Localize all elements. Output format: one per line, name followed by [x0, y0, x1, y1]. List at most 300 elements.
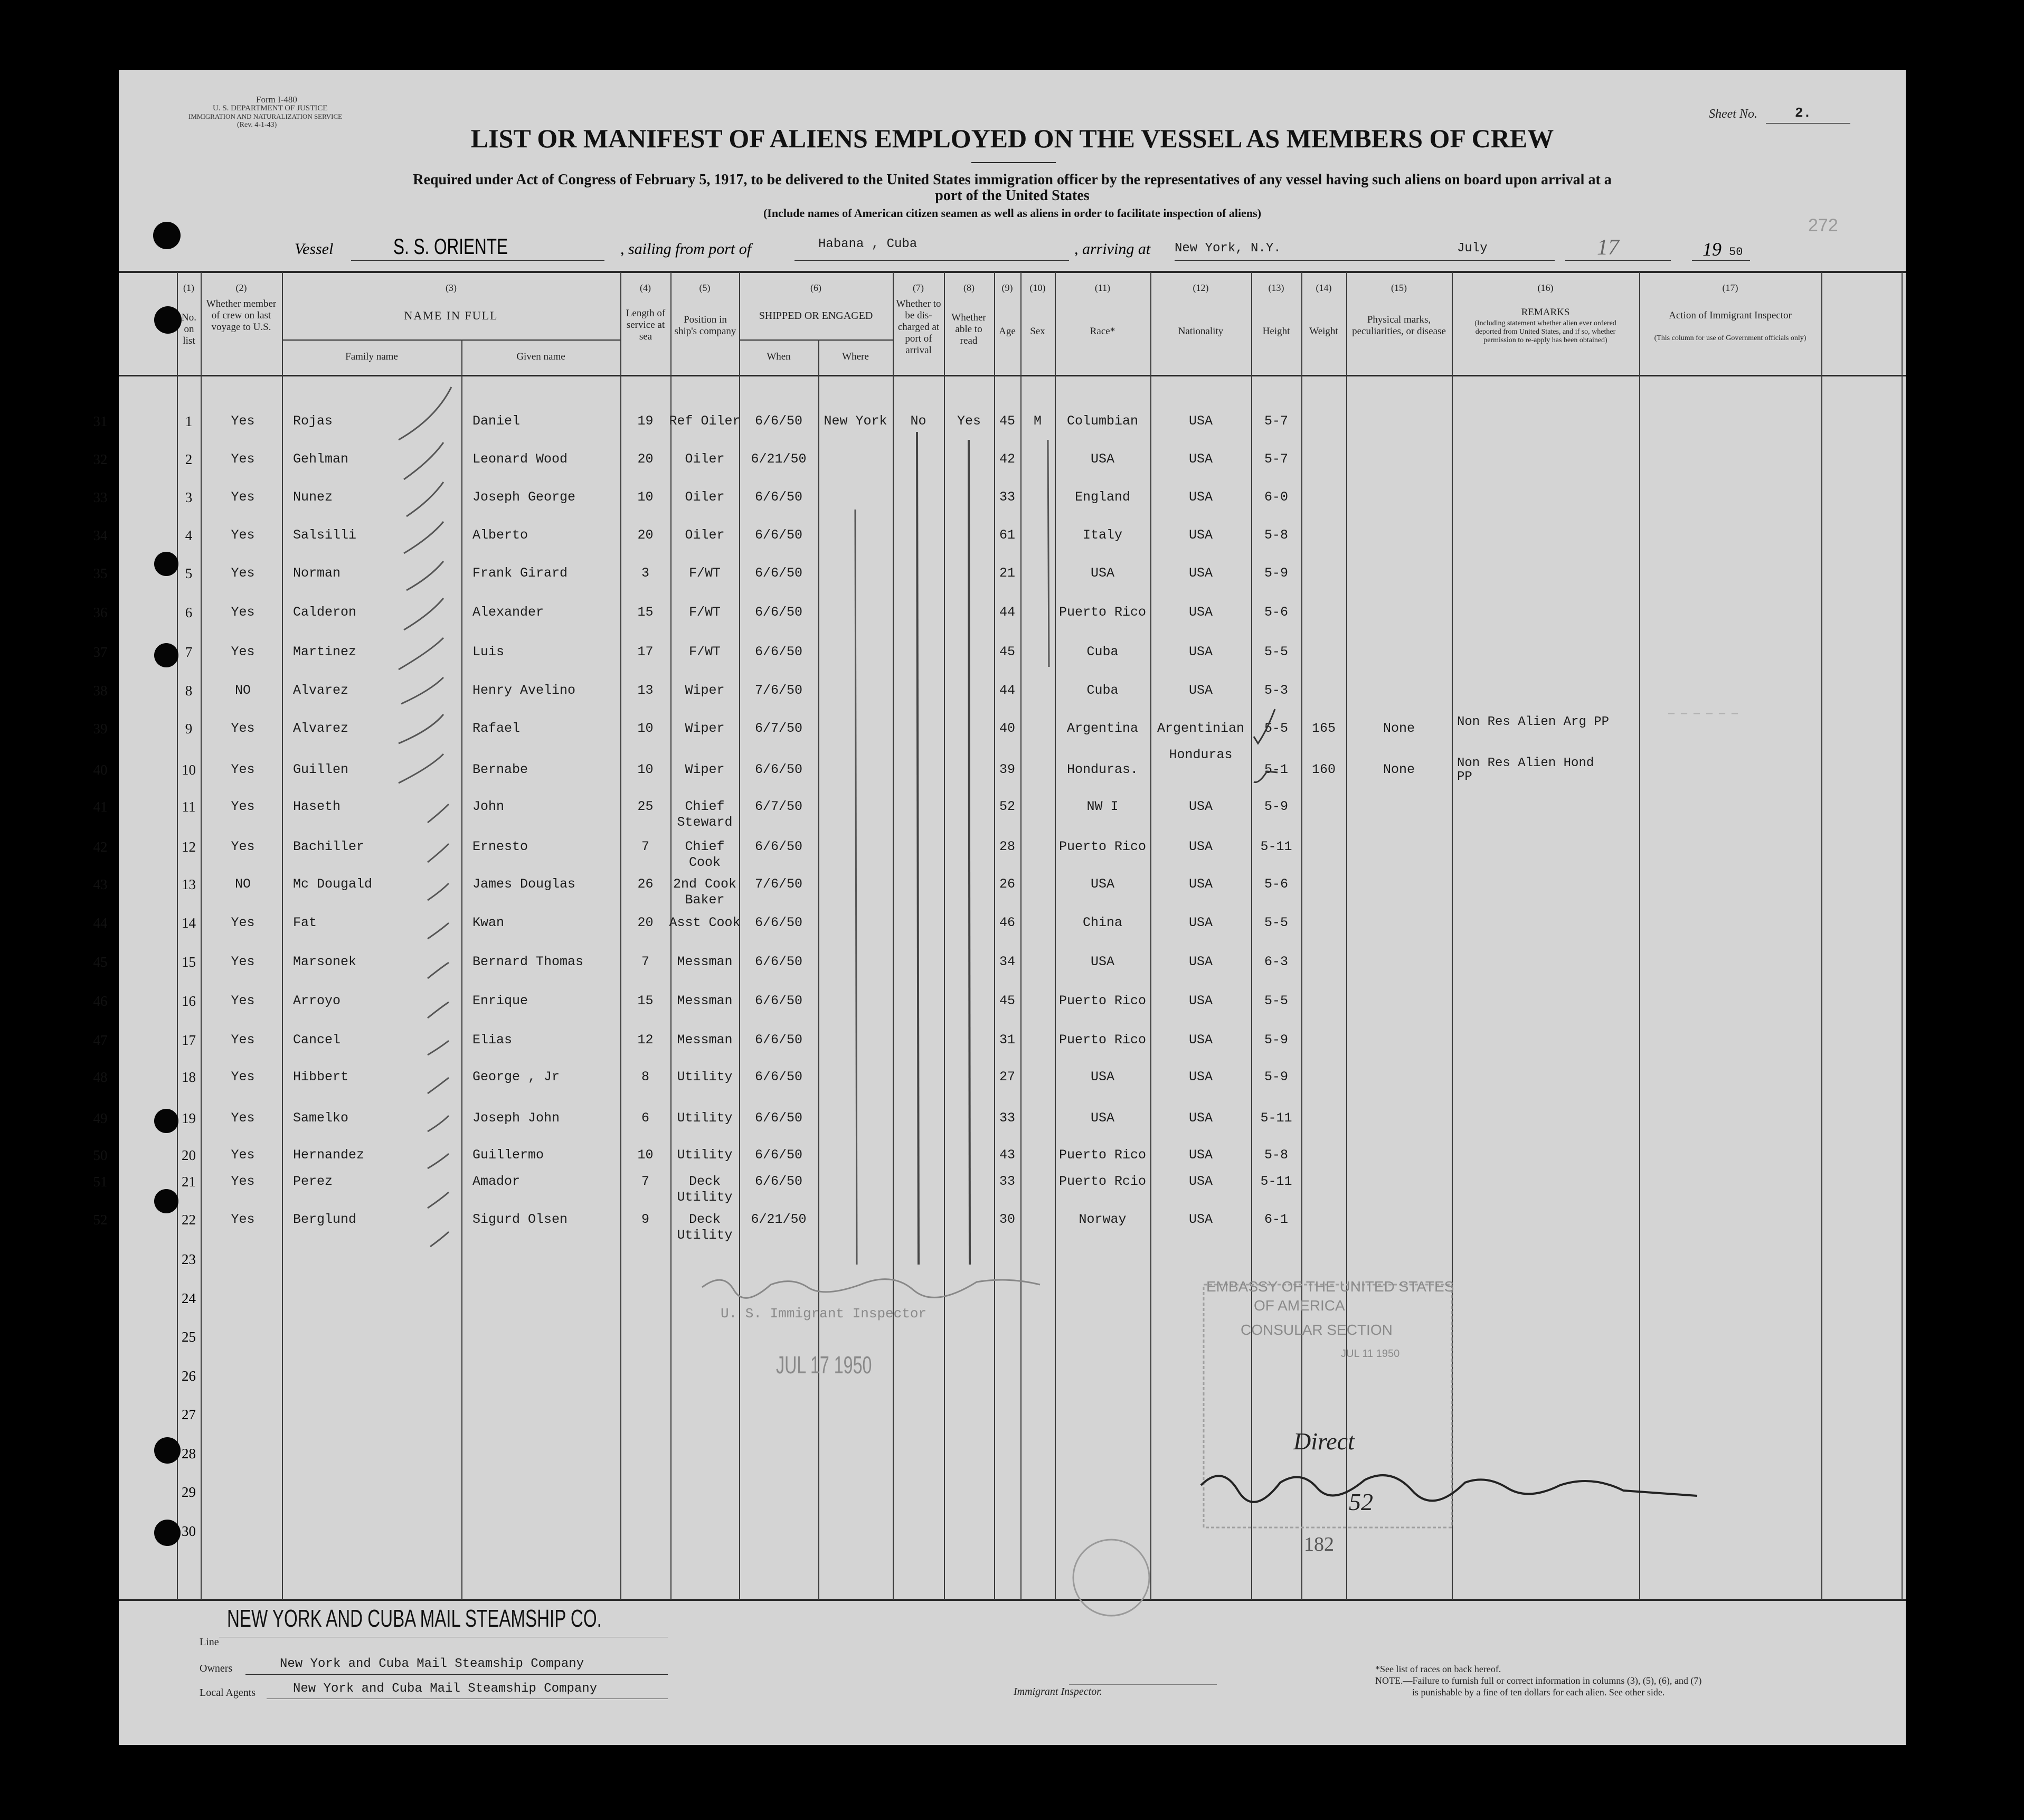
row-shipped-when: 6/6/50 [754, 1174, 802, 1189]
row-family-name: Hibbert [293, 1069, 349, 1085]
consulate-seal [1073, 1540, 1149, 1616]
row-position: Chief Cook [685, 839, 725, 870]
row-position: F/WT [688, 605, 721, 620]
row-outer-number: 36 [93, 605, 108, 620]
sailing-label: , sailing from port of [620, 240, 752, 258]
embassy-stamp-line-1: EMBASSY OF THE UNITED STATES [1206, 1278, 1454, 1295]
row-race: Italy [1082, 527, 1122, 543]
sheet-label: Sheet No. [1709, 107, 1757, 121]
row-age: 44 [999, 605, 1015, 620]
row-nationality: USA [1188, 605, 1213, 620]
binder-hole [154, 1109, 178, 1133]
footer-note-line-2: is punishable by a fine of ten dollars for each alien. See other side. [1412, 1687, 1665, 1698]
row-age: 21 [999, 565, 1015, 581]
row-position: Deck Utility [677, 1212, 733, 1243]
col-num-7: (7) [913, 282, 924, 293]
row-service-length: 25 [637, 799, 654, 814]
row-given-name: John [472, 799, 505, 814]
col-label-last-voyage: Whether member of crew on last voyage to U.S. [206, 298, 277, 333]
row-given-name: Henry Avelino [472, 683, 576, 698]
row-shipped-when: 6/6/50 [754, 605, 802, 620]
row-family-name: Hernandez [293, 1147, 365, 1163]
row-weight: 165 [1311, 721, 1336, 736]
row-family-name: Salsilli [293, 527, 357, 543]
row-height: 6-3 [1264, 954, 1288, 969]
row-given-name: Sigurd Olsen [472, 1212, 568, 1227]
row-age: 33 [999, 489, 1015, 505]
arrival-month: July [1457, 241, 1488, 256]
empty-row-number: 29 [182, 1484, 196, 1500]
col-num-16: (16) [1537, 282, 1554, 293]
row-service-length: 3 [641, 565, 649, 581]
row-given-name: Bernard Thomas [472, 954, 584, 969]
row-given-name: Frank Girard [472, 565, 568, 581]
row-nationality: USA [1188, 799, 1213, 814]
row-family-name: Bachiller [293, 839, 365, 854]
consul-signature [1190, 1454, 1708, 1506]
col-num-1: (1) [183, 282, 194, 293]
row-last-voyage: Yes [231, 1212, 255, 1227]
corner-number: 272 [1808, 215, 1838, 235]
row-shipped-when: 6/6/50 [754, 1110, 802, 1126]
col-label-given: Given name [516, 351, 565, 362]
row-physical-marks: None [1383, 721, 1415, 736]
inspector-date-stamp: JUL 17 1950 [776, 1351, 872, 1379]
vessel-name: S. S. ORIENTE [393, 234, 508, 259]
row-height: 6-0 [1264, 489, 1288, 505]
row-shipped-when: 6/6/50 [754, 915, 802, 930]
row-shipped-when: 6/6/50 [754, 527, 802, 543]
row-outer-number: 41 [93, 799, 108, 815]
row-last-voyage: Yes [231, 451, 255, 467]
row-service-length: 7 [641, 1174, 649, 1189]
row-age: 45 [999, 413, 1015, 429]
row-last-voyage: Yes [231, 527, 255, 543]
row-age: 42 [999, 451, 1015, 467]
row-list-number: 8 [185, 683, 193, 699]
vessel-label: Vessel [295, 240, 334, 258]
row-list-number: 22 [182, 1212, 196, 1228]
row-age: 33 [999, 1110, 1015, 1126]
year-prefix: 19 [1703, 239, 1722, 260]
col-label-discharged: Whether to be dis-charged at port of arrival [896, 298, 941, 356]
row-given-name: Enrique [472, 993, 528, 1008]
row-nationality: USA [1188, 527, 1213, 543]
row-race: NW I [1086, 799, 1119, 814]
col-label-no: No. on list [182, 312, 196, 346]
row-nationality: USA [1188, 565, 1213, 581]
col-label-age: Age [999, 326, 1016, 337]
row-height: 5-7 [1264, 451, 1288, 467]
where-ditto-line [855, 510, 857, 1265]
inspector-stamp: U. S. Immigrant Inspector [721, 1306, 927, 1322]
binder-hole [154, 1520, 181, 1546]
subtitle-line-1: Required under Act of Congress of February 5, 1917, to be delivered to the United States immigration officer by the representatives of any vessel having such aliens on board upon arrival at a [413, 172, 1612, 188]
row-race: Norway [1079, 1212, 1127, 1227]
row-service-length: 19 [637, 413, 654, 429]
row-race: Cuba [1086, 644, 1119, 659]
row-outer-number: 37 [93, 644, 108, 660]
row-outer-number: 33 [93, 489, 108, 505]
row-race: Puerto Rico [1058, 993, 1147, 1008]
row-position: Asst Cook [669, 915, 741, 930]
row-given-name: Alberto [472, 527, 528, 543]
port-to: New York, N.Y. [1175, 241, 1281, 256]
empty-row-number: 24 [182, 1290, 196, 1306]
row-last-voyage: Yes [231, 839, 255, 854]
row-given-name: Daniel [472, 413, 521, 429]
col-num-9: (9) [1001, 282, 1013, 293]
row-nationality: USA [1188, 644, 1213, 659]
row-family-name: Nunez [293, 489, 333, 505]
row-race: USA [1090, 1069, 1114, 1085]
row-position: Utility [677, 1110, 733, 1126]
row-given-name: Bernabe [472, 762, 528, 777]
row-shipped-when: 6/21/50 [751, 451, 807, 467]
remarks-faint-note: — — — — — — [1668, 708, 1738, 720]
row-race: Puerto Rico [1058, 605, 1147, 620]
col-label-service: Length of service at sea [626, 308, 666, 342]
row-list-number: 5 [185, 565, 193, 581]
row-given-name: Joseph George [472, 489, 576, 505]
row-outer-number: 45 [93, 954, 108, 970]
row-height: 5-8 [1264, 1147, 1288, 1163]
form-department: U. S. DEPARTMENT OF JUSTICE [213, 104, 328, 112]
row-age: 27 [999, 1069, 1015, 1085]
row-service-length: 20 [637, 915, 654, 930]
row-family-name: Samelko [293, 1110, 349, 1126]
col-label-read: Whether able to read [951, 312, 986, 346]
sheet-number: 2. [1795, 105, 1812, 121]
row-nationality: USA [1188, 451, 1213, 467]
row-last-voyage: NO [234, 876, 251, 892]
footer-race-note: *See list of races on back hereof. [1375, 1664, 1501, 1674]
name-check-slashes [399, 387, 451, 1247]
row-position: Wiper [685, 683, 725, 698]
row-outer-number: 35 [93, 565, 108, 581]
col-num-13: (13) [1268, 282, 1284, 293]
row-age: 39 [999, 762, 1015, 777]
row-nationality: USA [1188, 1069, 1213, 1085]
row-family-name: Arroyo [293, 993, 341, 1008]
row-sex: M [1033, 413, 1042, 429]
row-age: 34 [999, 954, 1015, 969]
row-height: 5-8 [1264, 527, 1288, 543]
row-nationality: USA [1188, 413, 1213, 429]
row-shipped-when: 6/6/50 [754, 762, 802, 777]
empty-row-number: 26 [182, 1368, 196, 1384]
row-position: Oiler [685, 489, 725, 505]
row-position: Oiler [685, 451, 725, 467]
port-from: Habana , Cuba [818, 237, 918, 251]
row-outer-number: 47 [93, 1032, 108, 1048]
row-service-length: 9 [641, 1212, 649, 1227]
manifest-sheet [93, 70, 1906, 1745]
row-age: 44 [999, 683, 1015, 698]
row-last-voyage: Yes [231, 721, 255, 736]
arrival-day: 17 [1597, 235, 1619, 260]
col-label-weight: Weight [1309, 326, 1338, 337]
row-given-name: Luis [472, 644, 505, 659]
row-service-length: 10 [637, 1147, 654, 1163]
empty-row-number: 27 [182, 1407, 196, 1422]
row-given-name: Joseph John [472, 1110, 560, 1126]
row-shipped-when: 6/6/50 [754, 1069, 802, 1085]
row-height: 5-5 [1264, 993, 1288, 1008]
arriving-label: , arriving at [1074, 240, 1151, 258]
row-position: Oiler [685, 527, 725, 543]
col-label-family: Family name [345, 351, 398, 362]
row-given-name: James Douglas [472, 876, 576, 892]
row-last-voyage: Yes [231, 489, 255, 505]
row-family-name: Haseth [293, 799, 341, 814]
row-position: Chief Steward [677, 799, 733, 830]
row-discharged: No [910, 413, 926, 429]
row-list-number: 9 [185, 721, 193, 737]
subtitle-line-2: port of the United States [935, 187, 1090, 204]
row-race: Cuba [1086, 683, 1119, 698]
row-height: 5-9 [1264, 565, 1288, 581]
row-given-name: George , Jr [472, 1069, 560, 1085]
row-shipped-when: 6/6/50 [754, 1032, 802, 1048]
col-num-2: (2) [235, 282, 247, 293]
row-service-length: 12 [637, 1032, 654, 1048]
row-position: F/WT [688, 565, 721, 581]
row-given-name: Guillermo [472, 1147, 544, 1163]
col-label-action-note: (This column for use of Government officials only) [1654, 334, 1807, 342]
row-age: 43 [999, 1147, 1015, 1163]
col-num-12: (12) [1193, 282, 1209, 293]
row-family-name: Rojas [293, 413, 333, 429]
row-given-name: Elias [472, 1032, 513, 1048]
row-service-length: 8 [641, 1069, 649, 1085]
row-last-voyage: Yes [231, 605, 255, 620]
row-race: USA [1090, 451, 1114, 467]
row-shipped-when: 6/6/50 [754, 565, 802, 581]
col-num-14: (14) [1316, 282, 1332, 293]
row-last-voyage: Yes [231, 1069, 255, 1085]
row-service-length: 7 [641, 954, 649, 969]
footer-agents-label: Local Agents [200, 1687, 256, 1699]
row-list-number: 3 [185, 489, 193, 505]
row-height: 5-5 [1264, 644, 1288, 659]
col-label-marks: Physical marks, peculiarities, or disease [1352, 314, 1446, 337]
year-suffix: 50 [1729, 246, 1743, 259]
row-outer-number: 39 [93, 721, 108, 737]
col-num-5: (5) [699, 282, 711, 293]
col-label-height: Height [1262, 326, 1290, 337]
row-nationality: USA [1188, 993, 1213, 1008]
row-given-name: Ernesto [472, 839, 528, 854]
row-list-number: 18 [182, 1069, 196, 1085]
row-age: 30 [999, 1212, 1015, 1227]
row-list-number: 15 [182, 954, 196, 970]
row-shipped-when: 6/6/50 [754, 993, 802, 1008]
row-position: Wiper [685, 762, 725, 777]
footer-agents: New York and Cuba Mail Steamship Company [293, 1682, 598, 1696]
row-family-name: Alvarez [293, 721, 349, 736]
empty-row-number: 23 [182, 1251, 196, 1267]
row-service-length: 17 [637, 644, 654, 659]
row-race: Honduras. [1066, 762, 1139, 777]
row-list-number: 2 [185, 451, 193, 467]
col-label-name: NAME IN FULL [404, 309, 498, 322]
row-shipped-when: 6/7/50 [754, 721, 802, 736]
row-race: USA [1090, 876, 1114, 892]
row-height: 5-7 [1264, 413, 1288, 429]
col-label-when: When [767, 351, 791, 362]
row-age: 52 [999, 799, 1015, 814]
row-position: Deck Utility [677, 1174, 733, 1205]
col-num-10: (10) [1029, 282, 1046, 293]
row-age: 26 [999, 876, 1015, 892]
empty-row-number: 25 [182, 1329, 196, 1345]
form-number: Form I-480 [256, 95, 297, 105]
row-nationality: USA [1188, 954, 1213, 969]
row-given-name: Alexander [472, 605, 544, 620]
row-family-name: Norman [293, 565, 341, 581]
row-last-voyage: Yes [231, 1032, 255, 1048]
row-nationality: Honduras [1169, 747, 1233, 762]
col-label-remarks-note: (Including statement whether alien ever ordered deported from United States, and if so, whether permission to re-apply has been obtained) [1474, 319, 1616, 344]
row-height: 5-6 [1264, 876, 1288, 892]
row-outer-number: 34 [93, 527, 108, 543]
row-outer-number: 48 [93, 1069, 108, 1085]
footer-inspector-label: Immigrant Inspector. [1014, 1686, 1102, 1698]
row-race: Puerto Rico [1058, 1032, 1147, 1048]
row-last-voyage: Yes [231, 1110, 255, 1126]
row-list-number: 10 [182, 762, 196, 778]
row-position: 2nd Cook Baker [673, 876, 737, 908]
row-outer-number: 49 [93, 1110, 108, 1126]
row-height: 5-9 [1264, 1069, 1288, 1085]
row-family-name: Cancel [293, 1032, 341, 1048]
row-last-voyage: Yes [231, 565, 255, 581]
row-race: Columbian [1066, 413, 1139, 429]
row-shipped-when: 6/6/50 [754, 954, 802, 969]
col-num-4: (4) [640, 282, 651, 293]
row-shipped-when: 6/7/50 [754, 799, 802, 814]
form-revision: (Rev. 4-1-43) [237, 121, 277, 129]
col-num-15: (15) [1391, 282, 1407, 293]
row-shipped-when: 6/6/50 [754, 489, 802, 505]
row-age: 40 [999, 721, 1015, 736]
row-able-to-read: Yes [957, 413, 981, 429]
row-service-length: 15 [637, 605, 654, 620]
col-label-action: Action of Immigrant Inspector [1669, 310, 1792, 321]
row-last-voyage: Yes [231, 644, 255, 659]
row-race: England [1074, 489, 1131, 505]
form-service: IMMIGRATION AND NATURALIZATION SERVICE [188, 112, 343, 120]
row-list-number: 16 [182, 993, 196, 1009]
row-list-number: 21 [182, 1174, 196, 1190]
row-given-name: Rafael [472, 721, 521, 736]
row-outer-number: 40 [93, 762, 108, 778]
row-height: 5-3 [1264, 683, 1288, 698]
col-num-6: (6) [810, 282, 821, 293]
row-list-number: 1 [185, 413, 193, 429]
row-nationality: USA [1188, 1212, 1213, 1227]
embassy-stamp-date: JUL 11 1950 [1341, 1348, 1400, 1360]
embassy-stamp-line-2: OF AMERICA [1254, 1297, 1345, 1314]
row-list-number: 6 [185, 605, 193, 620]
col-label-nationality: Nationality [1178, 326, 1224, 337]
row-given-name: Leonard Wood [472, 451, 568, 467]
row-age: 45 [999, 644, 1015, 659]
row-list-number: 12 [182, 839, 196, 855]
col-label-shipped: SHIPPED OR ENGAGED [759, 310, 873, 322]
row-service-length: 10 [637, 762, 654, 777]
row-last-voyage: Yes [231, 954, 255, 969]
row-family-name: Calderon [293, 605, 357, 620]
row-position: Utility [677, 1147, 733, 1163]
row-shipped-where: New York [824, 413, 887, 429]
row-list-number: 13 [182, 876, 196, 892]
row-outer-number: 42 [93, 839, 108, 855]
row-service-length: 15 [637, 993, 654, 1008]
row-age: 45 [999, 993, 1015, 1008]
row-height: 5-11 [1260, 1174, 1292, 1189]
row-list-number: 7 [185, 644, 193, 660]
row-position: F/WT [688, 644, 721, 659]
row-given-name: Amador [472, 1174, 521, 1189]
row-height: 5-11 [1260, 1110, 1292, 1126]
row-shipped-when: 6/6/50 [754, 644, 802, 659]
row-age: 31 [999, 1032, 1015, 1048]
row-list-number: 20 [182, 1147, 196, 1163]
row-nationality: USA [1188, 1174, 1213, 1189]
row-position: Wiper [685, 721, 725, 736]
row-nationality: USA [1188, 1032, 1213, 1048]
row-family-name: Guillen [293, 762, 349, 777]
row-outer-number: 50 [93, 1147, 108, 1163]
col-label-where: Where [842, 351, 869, 362]
row-position: Utility [677, 1069, 733, 1085]
footer-owners-rule [245, 1674, 668, 1675]
col-num-11: (11) [1094, 282, 1111, 293]
row-height: 5-1 [1264, 762, 1288, 777]
binder-hole [153, 222, 181, 249]
row-outer-number: 43 [93, 876, 108, 892]
row-height: 5-5 [1264, 721, 1288, 736]
inspector-signature [692, 1261, 1072, 1303]
row-family-name: Gehlman [293, 451, 349, 467]
handwritten-number: 182 [1304, 1533, 1334, 1555]
row-service-length: 10 [637, 489, 654, 505]
col-label-remarks: REMARKS [1521, 307, 1570, 318]
row-race: Puerto Rico [1058, 1147, 1147, 1163]
row-given-name: Kwan [472, 915, 505, 930]
row-last-voyage: Yes [231, 1147, 255, 1163]
row-remarks: Non Res Alien Arg PP [1457, 715, 1610, 729]
handwritten-direct: Direct [1293, 1428, 1355, 1455]
row-shipped-when: 6/6/50 [754, 413, 802, 429]
row-age: 33 [999, 1174, 1015, 1189]
row-list-number: 17 [182, 1032, 196, 1048]
row-position: Messman [677, 1032, 733, 1048]
row-race: Puerto Rcio [1058, 1174, 1147, 1189]
row-family-name: Alvarez [293, 683, 349, 698]
empty-row-number: 30 [182, 1523, 196, 1539]
binder-hole [154, 1437, 181, 1464]
row-outer-number: 32 [93, 451, 108, 467]
row-weight: 160 [1311, 762, 1336, 777]
row-outer-number: 51 [93, 1174, 108, 1190]
row-family-name: Mc Dougald [293, 876, 373, 892]
row-race: USA [1090, 565, 1114, 581]
row-family-name: Perez [293, 1174, 333, 1189]
row-last-voyage: Yes [231, 762, 255, 777]
